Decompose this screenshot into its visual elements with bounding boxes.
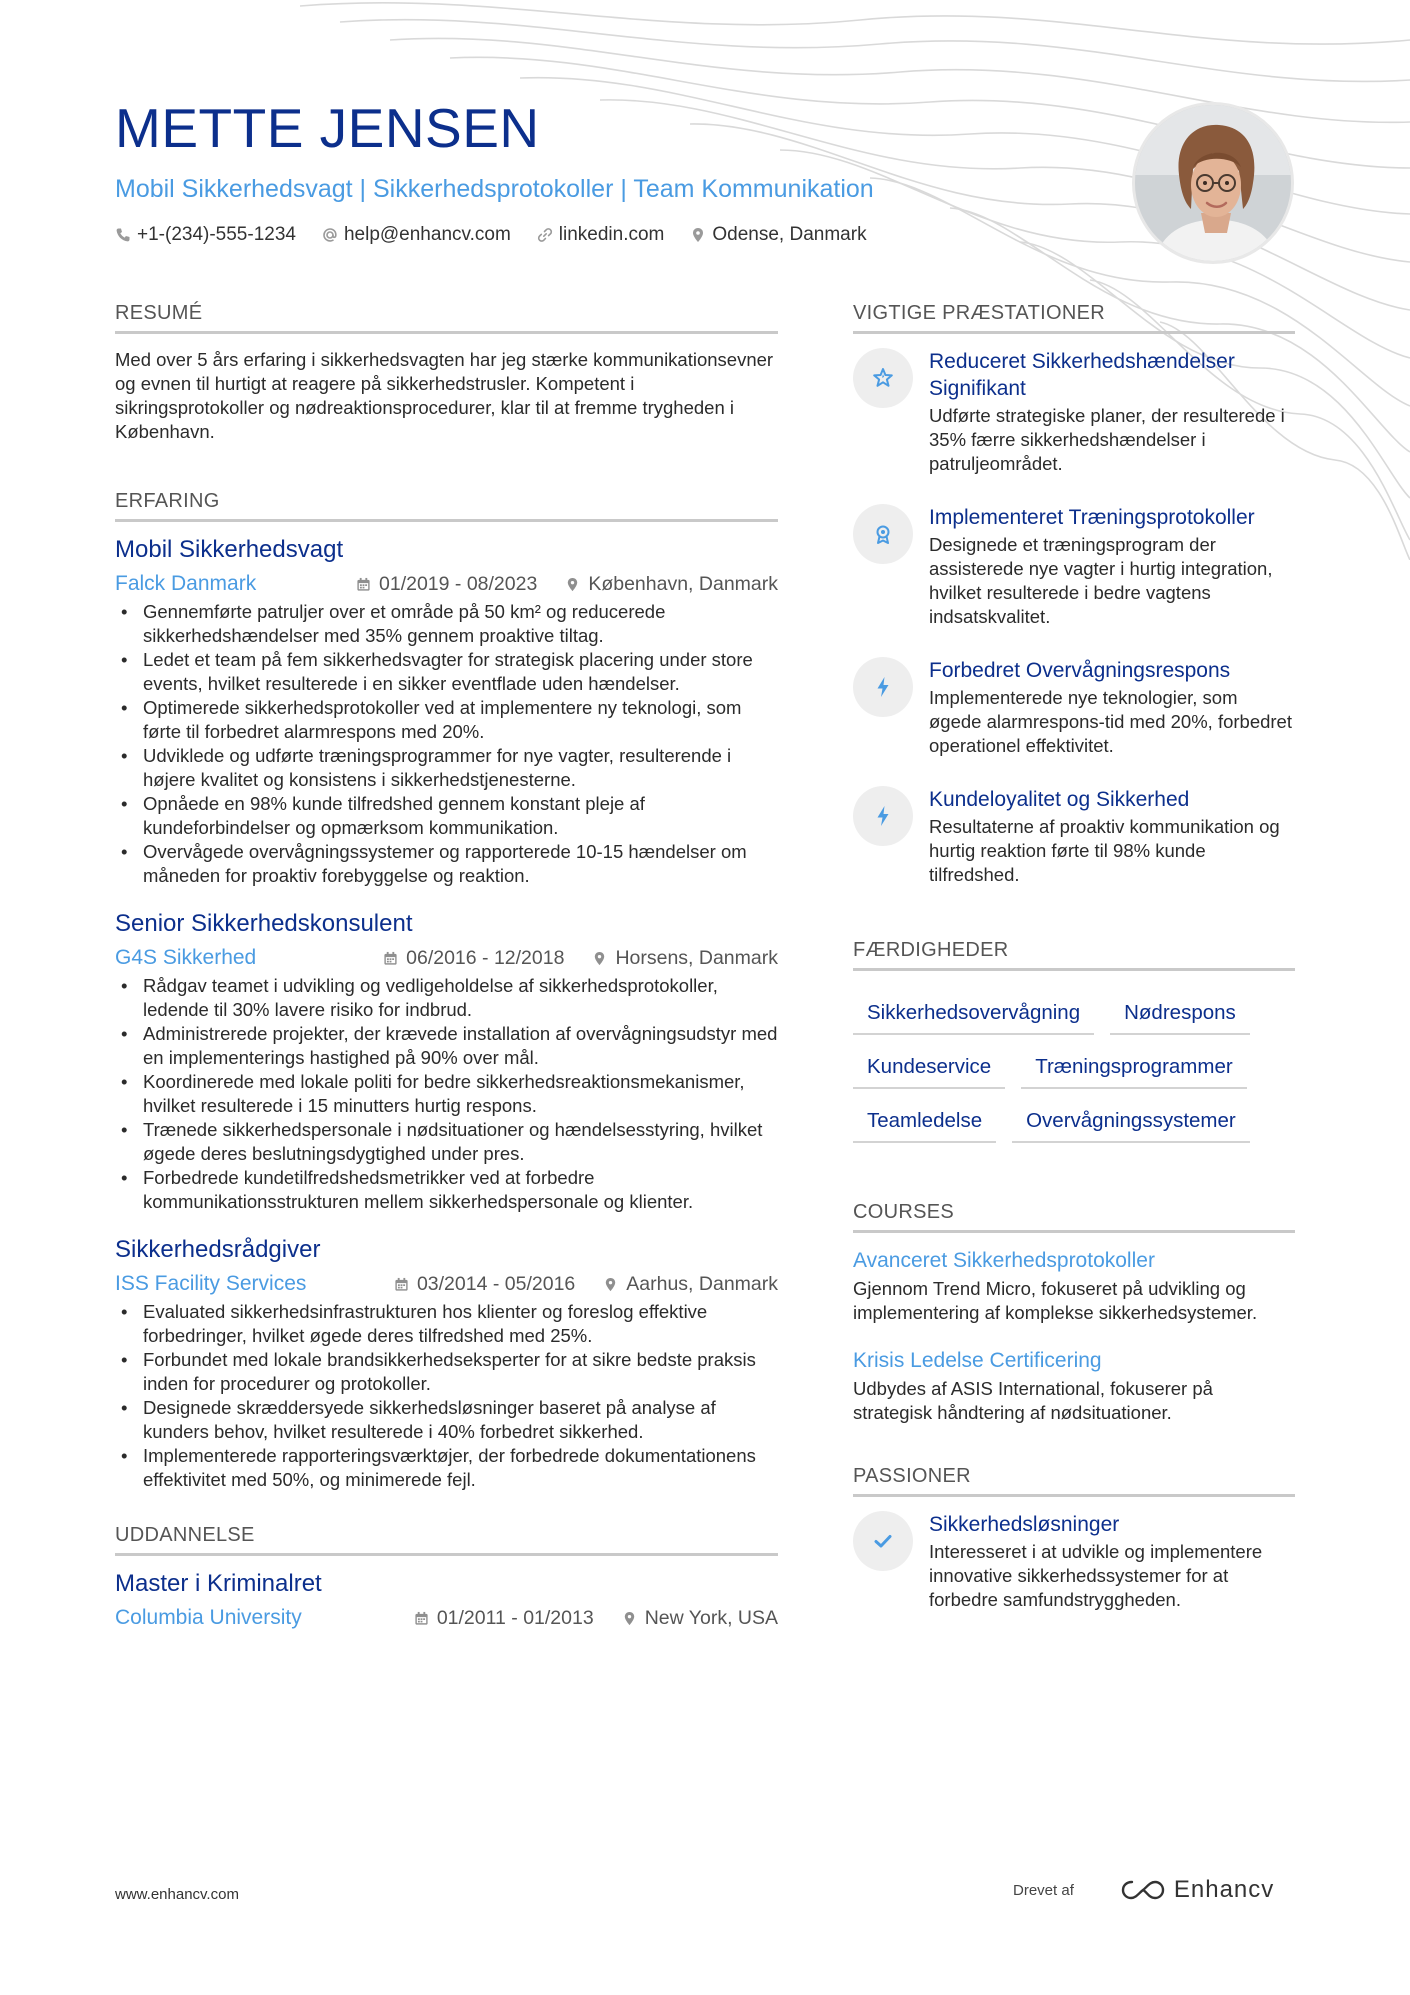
achievement-item <box>853 786 1295 887</box>
brand-name: Enhancv <box>1173 1876 1275 1903</box>
contact-phone[interactable] <box>115 224 296 246</box>
bullet-item: • Rådgav teamet i udvikling og vedligeholdelse af sikkerhedsprotokoller, ledende til 30% lavere risiko for indbrud. <box>115 974 778 1022</box>
experience-entry <box>115 536 778 888</box>
bullet-item: • Trænede sikkerhedspersonale i nødsituationer og hændelsesstyring, hvilket øgede deres beslutningsdygtighed under pres. <box>115 1118 778 1166</box>
job-location <box>565 573 778 596</box>
map-pin-icon <box>592 951 607 966</box>
achievement-title: Implementeret Træningsprotokoller <box>929 506 1255 529</box>
location-text: Horsens, Danmark <box>615 946 778 969</box>
contact-email[interactable] <box>322 224 511 246</box>
bullet-item: • Udviklede og udførte træningsprogrammer for nye vagter, resulterende i højere kvalitet og konsistens i sikkerhedstjenesterne. <box>115 744 778 792</box>
location-text: København, Danmark <box>588 572 778 595</box>
phone-icon <box>115 227 131 243</box>
job-bullets <box>115 974 778 1214</box>
passion-title: Sikkerhedsløsninger <box>929 1513 1120 1536</box>
email-text: help@enhancv.com <box>343 223 511 245</box>
map-pin-icon <box>690 227 706 243</box>
bullet-item: • Implementerede rapporteringsværktøjer, der forbedrede dokumentationens effektivitet med 50%, og minimerede fejl. <box>115 1444 778 1492</box>
calendar-icon <box>394 1277 409 1292</box>
company-name: G4S Sikkerhed <box>115 946 257 969</box>
course-desc: Udbydes af ASIS International, fokuserer på strategisk håndtering af nødsituationer. <box>853 1378 1213 1423</box>
map-pin-icon <box>565 577 580 592</box>
job-meta <box>115 946 778 970</box>
summary-section <box>115 302 778 444</box>
course-desc: Gjennom Trend Micro, fokuseret på udvikling og implementering af komplekse sikkerhedsystemer. <box>853 1278 1258 1323</box>
achievement-desc: Designede et træningsprogram der assisterede nye vagter i hurtig integration, hvilket resulterede i bedre vagtens indsatskvalitet. <box>929 534 1273 627</box>
job-bullets <box>115 1300 778 1492</box>
contact-linkedin[interactable] <box>537 224 665 246</box>
skill-tag: Teamledelse <box>853 1109 996 1143</box>
education-location <box>622 1607 778 1630</box>
contact-row <box>115 224 1015 246</box>
bullet-item: • Forbundet med lokale brandsikkerhedseksperter for at sikre bedste praksis inden for procedurer og protokoller. <box>115 1348 778 1396</box>
section-title-courses: COURSES <box>853 1201 1295 1233</box>
at-icon <box>322 227 338 243</box>
location-text: Aarhus, Danmark <box>626 1272 778 1295</box>
left-column <box>115 302 778 1652</box>
calendar-icon <box>356 577 371 592</box>
skill-tag: Overvågningssystemer <box>1012 1109 1250 1143</box>
resume-header <box>115 98 1015 246</box>
job-dates <box>383 947 564 970</box>
job-location <box>592 947 778 970</box>
calendar-icon <box>414 1611 429 1626</box>
dates-text: 01/2011 - 01/2013 <box>436 1606 594 1629</box>
contact-location <box>690 224 866 246</box>
powered-by-text: Drevet af <box>1013 1881 1074 1899</box>
skills-list <box>853 1001 1295 1143</box>
passion-item <box>853 1511 1295 1612</box>
course-title: Avanceret Sikkerhedsprotokoller <box>853 1249 1155 1272</box>
achievement-title: Forbedret Overvågningsrespons <box>929 659 1231 682</box>
brand-logo[interactable] <box>1120 1876 1274 1904</box>
footer-branding <box>1013 1876 1274 1904</box>
enhancv-logo-icon <box>1120 1878 1166 1902</box>
bullet-item: • Opnåede en 98% kunde tilfredshed gennem konstant pleje af kundeforbindelser og opmærksom kommunikation. <box>115 792 778 840</box>
location-text: Odense, Danmark <box>712 223 867 245</box>
company-name: ISS Facility Services <box>115 1272 307 1295</box>
bullet-item: • Optimerede sikkerhedsprotokoller ved at implementere ny teknologi, som førte til forbedret alarmrespons med 20%. <box>115 696 778 744</box>
section-title-experience: ERFARING <box>115 490 778 522</box>
right-column <box>853 302 1295 1640</box>
bolt-icon <box>853 657 913 717</box>
summary-text: Med over 5 års erfaring i sikkerhedsvagten har jeg stærke kommunikationsevner og evnen til hurtigt at reagere på sikkerhedstrusler. Kompetent i sikringsprotokoller og nødreaktionsprocedurer, klar til at fremme trygheden i København. <box>115 349 774 442</box>
section-title-skills: FÆRDIGHEDER <box>853 939 1295 971</box>
achievement-title: Kundeloyalitet og Sikkerhed <box>929 788 1190 811</box>
bullet-item: • Forbedrede kundetilfredshedsmetrikker ved at forbedre kommunikationsstrukturen mellem sikkerhedspersonale og klienter. <box>115 1166 778 1214</box>
experience-entry <box>115 910 778 1214</box>
bolt-icon <box>853 786 913 846</box>
achievement-item <box>853 504 1295 629</box>
check-icon <box>853 1511 913 1571</box>
skill-tag: Kundeservice <box>853 1055 1005 1089</box>
education-section <box>115 1524 778 1630</box>
achievement-item <box>853 348 1295 476</box>
dates-text: 06/2016 - 12/2018 <box>406 946 565 969</box>
section-title-passions: PASSIONER <box>853 1465 1295 1497</box>
course-item <box>853 1247 1295 1325</box>
job-title: Mobil Sikkerhedsvagt <box>115 536 344 563</box>
achievement-desc: Resultaterne af proaktiv kommunikation og hurtig reaktion førte til 98% kunde tilfredshed. <box>929 816 1280 885</box>
achievement-desc: Implementerede nye teknologier, som øgede alarmrespons-tid med 20%, forbedret operationel effektivitet. <box>929 687 1292 756</box>
experience-section <box>115 490 778 1492</box>
passion-desc: Interesseret i at udvikle og implementere innovative sikkerhedssystemer for at forbedre samfundstryggheden. <box>929 1541 1263 1610</box>
dates-text: 03/2014 - 05/2016 <box>416 1272 576 1295</box>
degree-title: Master i Kriminalret <box>115 1570 322 1597</box>
candidate-headline: Mobil Sikkerhedsvagt | Sikkerhedsprotokoller | Team Kommunikation <box>115 174 874 203</box>
achievement-title: Reduceret Sikkerhedshændelser Signifikant <box>929 350 1235 400</box>
bullet-item: • Ledet et team på fem sikkerhedsvagter for strategisk placering under store events, hvilket resulterede i en sikker eventflade uden hændelser. <box>115 648 778 696</box>
skill-tag: Sikkerhedsovervågning <box>853 1001 1094 1035</box>
section-title-education: UDDANNELSE <box>115 1524 778 1556</box>
skills-section <box>853 939 1295 1143</box>
candidate-name: METTE JENSEN <box>115 97 540 159</box>
location-text: New York, USA <box>644 1606 778 1629</box>
map-pin-icon <box>603 1277 618 1292</box>
education-entry <box>115 1570 778 1630</box>
skill-tag: Nødrespons <box>1110 1001 1250 1035</box>
bullet-item: • Administrerede projekter, der krævede installation af overvågningsudstyr med en implementerings hastighed på 90% over mål. <box>115 1022 778 1070</box>
job-location <box>603 1273 778 1296</box>
job-meta <box>115 1272 778 1296</box>
avatar-illustration <box>1135 105 1294 264</box>
bullet-item: • Overvågede overvågningssystemer og rapporterede 10-15 hændelser om måneden for proaktiv forebyggelse og reaktion. <box>115 840 778 888</box>
education-dates <box>414 1607 594 1630</box>
linkedin-text: linkedin.com <box>558 223 665 245</box>
job-dates <box>394 1273 575 1296</box>
map-pin-icon <box>622 1611 637 1626</box>
calendar-icon <box>383 951 398 966</box>
courses-section <box>853 1201 1295 1425</box>
profile-photo <box>1132 102 1294 264</box>
job-dates <box>356 573 537 596</box>
experience-entry <box>115 1236 778 1492</box>
award-icon <box>853 504 913 564</box>
dates-text: 01/2019 - 08/2023 <box>379 572 538 595</box>
phone-text: +1-(234)-555-1234 <box>137 223 296 245</box>
job-bullets <box>115 600 778 888</box>
job-title: Sikkerhedsrådgiver <box>115 1236 321 1263</box>
job-meta <box>115 572 778 596</box>
education-meta <box>115 1606 778 1630</box>
link-icon <box>537 227 553 243</box>
star-icon <box>853 348 913 408</box>
course-item <box>853 1347 1295 1425</box>
bullet-item: • Gennemførte patruljer over et område på 50 km² og reducerede sikkerhedshændelser med 35% gennem proaktive tiltag. <box>115 600 778 648</box>
bullet-item: • Koordinerede med lokale politi for bedre sikkerhedsreaktionsmekanismer, hvilket resulterede i 15 minutters hurtig respons. <box>115 1070 778 1118</box>
bullet-item: • Evaluated sikkerhedsinfrastrukturen hos klienter og foreslog effektive forbedringer, hvilket øgede deres tilfredshed med 25%. <box>115 1300 778 1348</box>
section-title-summary: RESUMÉ <box>115 302 778 334</box>
achievement-item <box>853 657 1295 758</box>
achievements-section <box>853 302 1295 887</box>
job-title: Senior Sikkerhedskonsulent <box>115 910 413 937</box>
school-name: Columbia University <box>115 1606 302 1629</box>
passions-section <box>853 1465 1295 1612</box>
achievement-desc: Udførte strategiske planer, der resulterede i 35% færre sikkerhedshændelser i patruljeområdet. <box>929 405 1285 474</box>
course-title: Krisis Ledelse Certificering <box>853 1349 1102 1372</box>
company-name: Falck Danmark <box>115 572 257 595</box>
bullet-item: • Designede skræddersyede sikkerhedsløsninger baseret på analyse af kunders behov, hvilket resulterede i 40% forbedret sikkerhed. <box>115 1396 778 1444</box>
section-title-achievements: VIGTIGE PRÆSTATIONER <box>853 302 1295 334</box>
skill-tag: Træningsprogrammer <box>1021 1055 1246 1089</box>
footer-website[interactable]: www.enhancv.com <box>115 1886 239 1903</box>
